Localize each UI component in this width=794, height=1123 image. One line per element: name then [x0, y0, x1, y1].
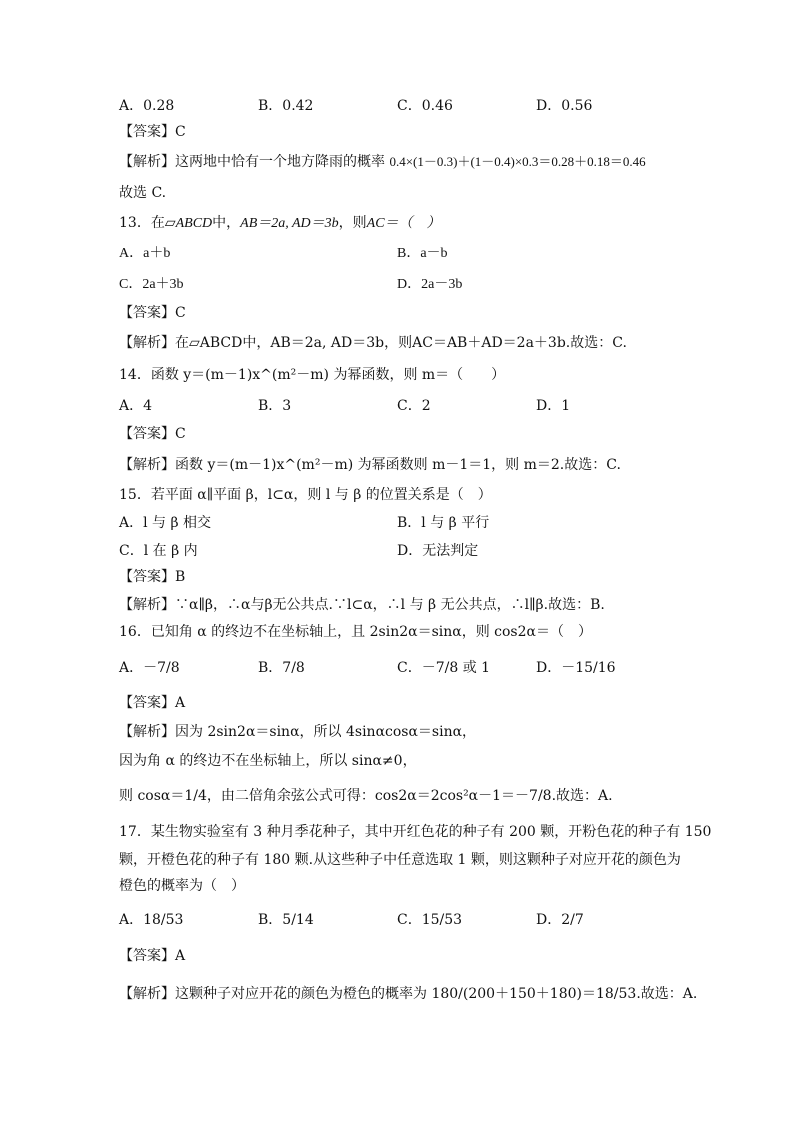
q13-answer: 【答案】C: [119, 305, 186, 321]
q17-option-d: D．2/7: [536, 912, 584, 928]
q15-option-d: D．无法判定: [397, 543, 479, 559]
q13-option-a: A．a＋b: [119, 246, 171, 261]
q13-stem-mid: 中，: [212, 215, 241, 231]
q15-stem: 15．若平面 α∥平面 β，l⊂α，则 l 与 β 的位置关系是（ ）: [119, 487, 492, 503]
q13-stem-math: ▱ABCD: [164, 216, 213, 231]
q16-analysis-line-1: 【解析】因为 2sin2α＝sinα，所以 4sinαcosα＝sinα，: [119, 724, 477, 740]
q15-answer: 【答案】B: [119, 569, 186, 585]
q14-stem: 14．函数 y＝(m－1)x^(m²－m) 为幂函数，则 m＝（ ）: [119, 367, 506, 383]
q15-analysis: 【解析】∵α∥β，∴α与β无公共点.∵l⊂α，∴l 与 β 无公共点，∴l∥β.故选：B.: [119, 597, 605, 613]
q12-analysis: [119, 152, 646, 172]
q17-stem-line-1: 17．某生物实验室有 3 种月季花种子，其中开红色花的种子有 200 颗，开粉色花的种子有 150: [119, 824, 712, 840]
q13-stem-pre: 13．在: [119, 215, 165, 231]
q16-option-b: B．7/8: [258, 660, 305, 676]
q12-option-b: B．0.42: [258, 98, 314, 114]
q13-option-d: D．2a－3b: [397, 277, 463, 292]
q17-option-a: A．18/53: [119, 912, 184, 928]
q12-analysis-label: 【解析】: [119, 154, 175, 170]
q14-analysis: 【解析】函数 y＝(m－1)x^(m²－m) 为幂函数则 m－1＝1，则 m＝2.故选：C.: [119, 457, 621, 473]
q15-option-b: B．l 与 β 平行: [397, 515, 490, 531]
q13-stem-post: ，则: [338, 215, 367, 231]
q12-conclusion: 故选 C.: [119, 185, 167, 201]
q16-analysis-line-2: 因为角 α 的终边不在坐标轴上，所以 sinα≠0，: [119, 753, 417, 769]
q13-option-c: C．2a＋3b: [119, 277, 184, 292]
q16-analysis-line-3: 则 cosα＝1/4，由二倍角余弦公式可得：cos2α＝2cos²α－1＝－7/8.故选：A.: [119, 788, 613, 804]
q16-stem: 16．已知角 α 的终边不在坐标轴上，且 2sin2α＝sinα，则 cos2α＝（ ）: [119, 624, 592, 640]
q13-stem-cond: AB＝2a, AD＝3b: [240, 216, 339, 231]
q16-option-a: A．－7/8: [119, 660, 180, 676]
q12-option-a: A．0.28: [119, 98, 175, 114]
q13-stem: [119, 213, 441, 234]
q15-option-a: A．l 与 β 相交: [119, 515, 212, 531]
q14-option-d: D．1: [536, 398, 571, 414]
q14-answer: 【答案】C: [119, 426, 186, 442]
q17-stem-line-2: 颗，开橙色花的种子有 180 颗.从这些种子中任意选取 1 颗，则这颗种子对应开花的颜色为: [119, 852, 681, 868]
q12-analysis-text: 这两地中恰有一个地方降雨的概率: [175, 154, 385, 170]
q16-option-d: D．－15/16: [536, 660, 616, 676]
q14-option-a: A．4: [119, 398, 153, 414]
q16-answer: 【答案】A: [119, 695, 186, 711]
q14-option-c: C．2: [397, 398, 431, 414]
q17-stem-line-3: 橙色的概率为（ ）: [119, 878, 245, 894]
q17-option-b: B．5/14: [258, 912, 314, 928]
q12-analysis-math: 0.4×(1－0.3)＋(1－0.4)×0.3＝0.28＋0.18＝0.46: [389, 154, 646, 169]
q17-answer: 【答案】A: [119, 948, 186, 964]
q12-option-d: D．0.56: [536, 98, 593, 114]
q14-option-b: B．3: [258, 398, 292, 414]
q12-option-c: C．0.46: [397, 98, 453, 114]
q13-option-b: B．a－b: [397, 246, 448, 261]
q12-answer: 【答案】C: [119, 124, 186, 140]
q15-option-c: C．l 在 β 内: [119, 543, 198, 559]
q17-option-c: C．15/53: [397, 912, 463, 928]
q13-stem-question: AC＝（ ）: [366, 216, 441, 231]
q16-option-c: C．－7/8 或 1: [397, 660, 491, 676]
q17-analysis: 【解析】这颗种子对应开花的颜色为橙色的概率为 180/(200＋150＋180)＝18/53.故选：A.: [119, 986, 698, 1002]
q13-analysis: 【解析】在▱ABCD中，AB＝2a, AD＝3b，则AC＝AB＋AD＝2a＋3b.故选：C.: [119, 335, 627, 351]
